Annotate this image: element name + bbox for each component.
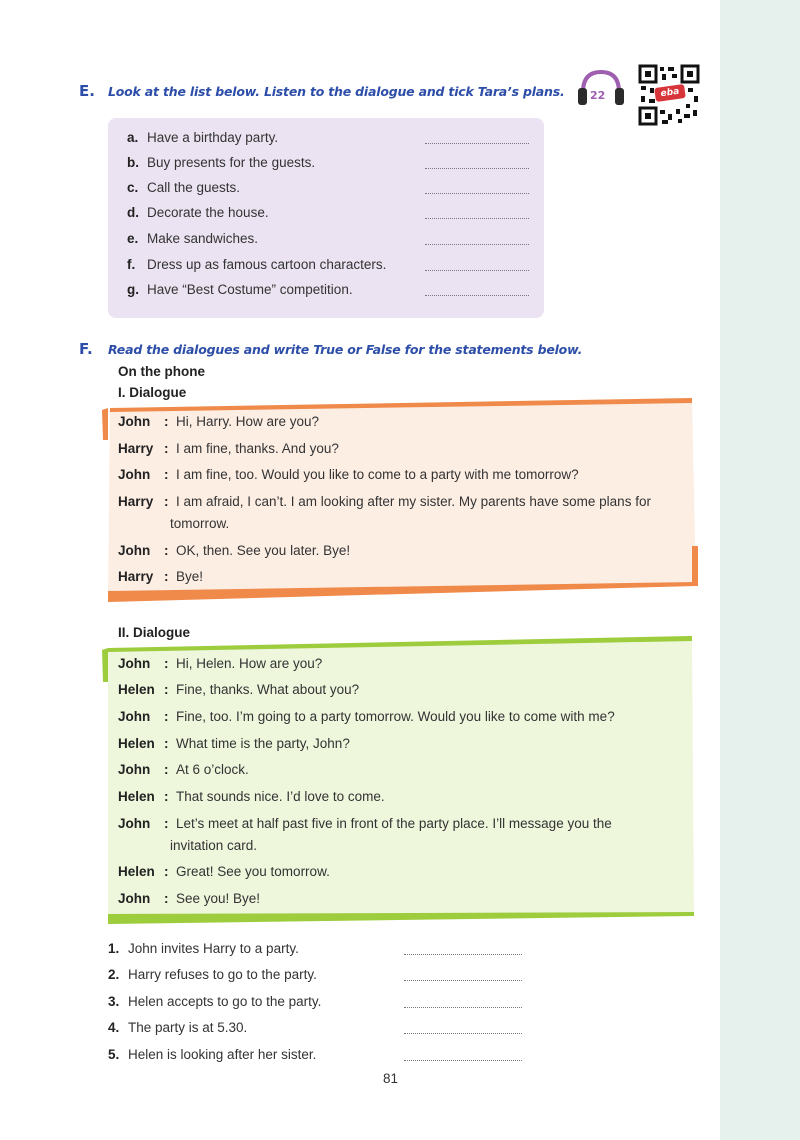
dialogue-line: John : Let’s meet at half past five in front of the party place. I’ll message you the [118, 816, 612, 831]
list-item: c. Call the guests. [127, 180, 241, 195]
answer-blank[interactable] [425, 244, 529, 245]
answer-blank[interactable] [404, 980, 522, 981]
dialogue-line: John : Hi, Harry. How are you? [118, 414, 320, 429]
answer-blank[interactable] [404, 1007, 522, 1008]
dialogue-line: Harry : I am fine, thanks. And you? [118, 441, 339, 456]
list-item: a. Have a birthday party. [127, 130, 279, 145]
answer-blank[interactable] [425, 143, 529, 144]
list-item: d. Decorate the house. [127, 205, 269, 220]
statement-item: 4. The party is at 5.30. [108, 1020, 248, 1035]
dialogue-line-continued: invitation card. [170, 838, 258, 853]
answer-blank[interactable] [425, 193, 529, 194]
list-item: e. Make sandwiches. [127, 231, 259, 246]
statement-item: 1. John invites Harry to a party. [108, 941, 299, 956]
dialogue-line: Harry : I am afraid, I can’t. I am looking after my sister. My parents have some plans for [118, 494, 651, 509]
section-f-instruction: Read the dialogues and write True or False for the statements below. [108, 342, 583, 357]
answer-blank[interactable] [404, 1033, 522, 1034]
dialogue-line: John : See you! Bye! [118, 891, 261, 906]
list-item: f. Dress up as famous cartoon characters. [127, 257, 387, 272]
headphones-icon[interactable] [576, 68, 626, 108]
dialogue-line: Helen : Great! See you tomorrow. [118, 864, 330, 879]
list-item: b. Buy presents for the guests. [127, 155, 316, 170]
dialogue-2-title: II. Dialogue [118, 625, 191, 640]
answer-blank[interactable] [404, 954, 522, 955]
dialogue-line: Helen : What time is the party, John? [118, 736, 350, 751]
subheading: On the phone [118, 364, 205, 379]
statement-item: 3. Helen accepts to go to the party. [108, 994, 322, 1009]
dialogue-2-box [100, 634, 700, 926]
track-number: 22 [590, 89, 606, 102]
dialogue-line: John : Hi, Helen. How are you? [118, 656, 323, 671]
statement-item: 5. Helen is looking after her sister. [108, 1047, 317, 1062]
answer-blank[interactable] [425, 168, 529, 169]
section-e-instruction: Look at the list below. Listen to the dialogue and tick Tara’s plans. [108, 84, 565, 99]
dialogue-1-title: I. Dialogue [118, 385, 187, 400]
dialogue-line: Helen : Fine, thanks. What about you? [118, 682, 360, 697]
section-e-letter: E. [79, 82, 95, 100]
dialogue-line: John : At 6 o’clock. [118, 762, 249, 777]
answer-blank[interactable] [425, 218, 529, 219]
list-item: g. Have “Best Costume” competition. [127, 282, 353, 297]
statement-item: 2. Harry refuses to go to the party. [108, 967, 317, 982]
side-strip [720, 0, 800, 1140]
qr-badge: eba [654, 84, 686, 102]
section-f-letter: F. [79, 340, 93, 358]
dialogue-line: Harry : Bye! [118, 569, 204, 584]
dialogue-line: John : I am fine, too. Would you like to come to a party with me tomorrow? [118, 467, 579, 482]
qr-code-icon[interactable] [638, 64, 700, 126]
dialogue-line: John : Fine, too. I’m going to a party tomorrow. Would you like to come with me? [118, 709, 615, 724]
answer-blank[interactable] [404, 1060, 522, 1061]
dialogue-line: John : OK, then. See you later. Bye! [118, 543, 351, 558]
page-number: 81 [383, 1071, 399, 1086]
dialogue-line-continued: tomorrow. [170, 516, 230, 531]
answer-blank[interactable] [425, 270, 529, 271]
answer-blank[interactable] [425, 295, 529, 296]
dialogue-line: Helen : That sounds nice. I’d love to come. [118, 789, 385, 804]
